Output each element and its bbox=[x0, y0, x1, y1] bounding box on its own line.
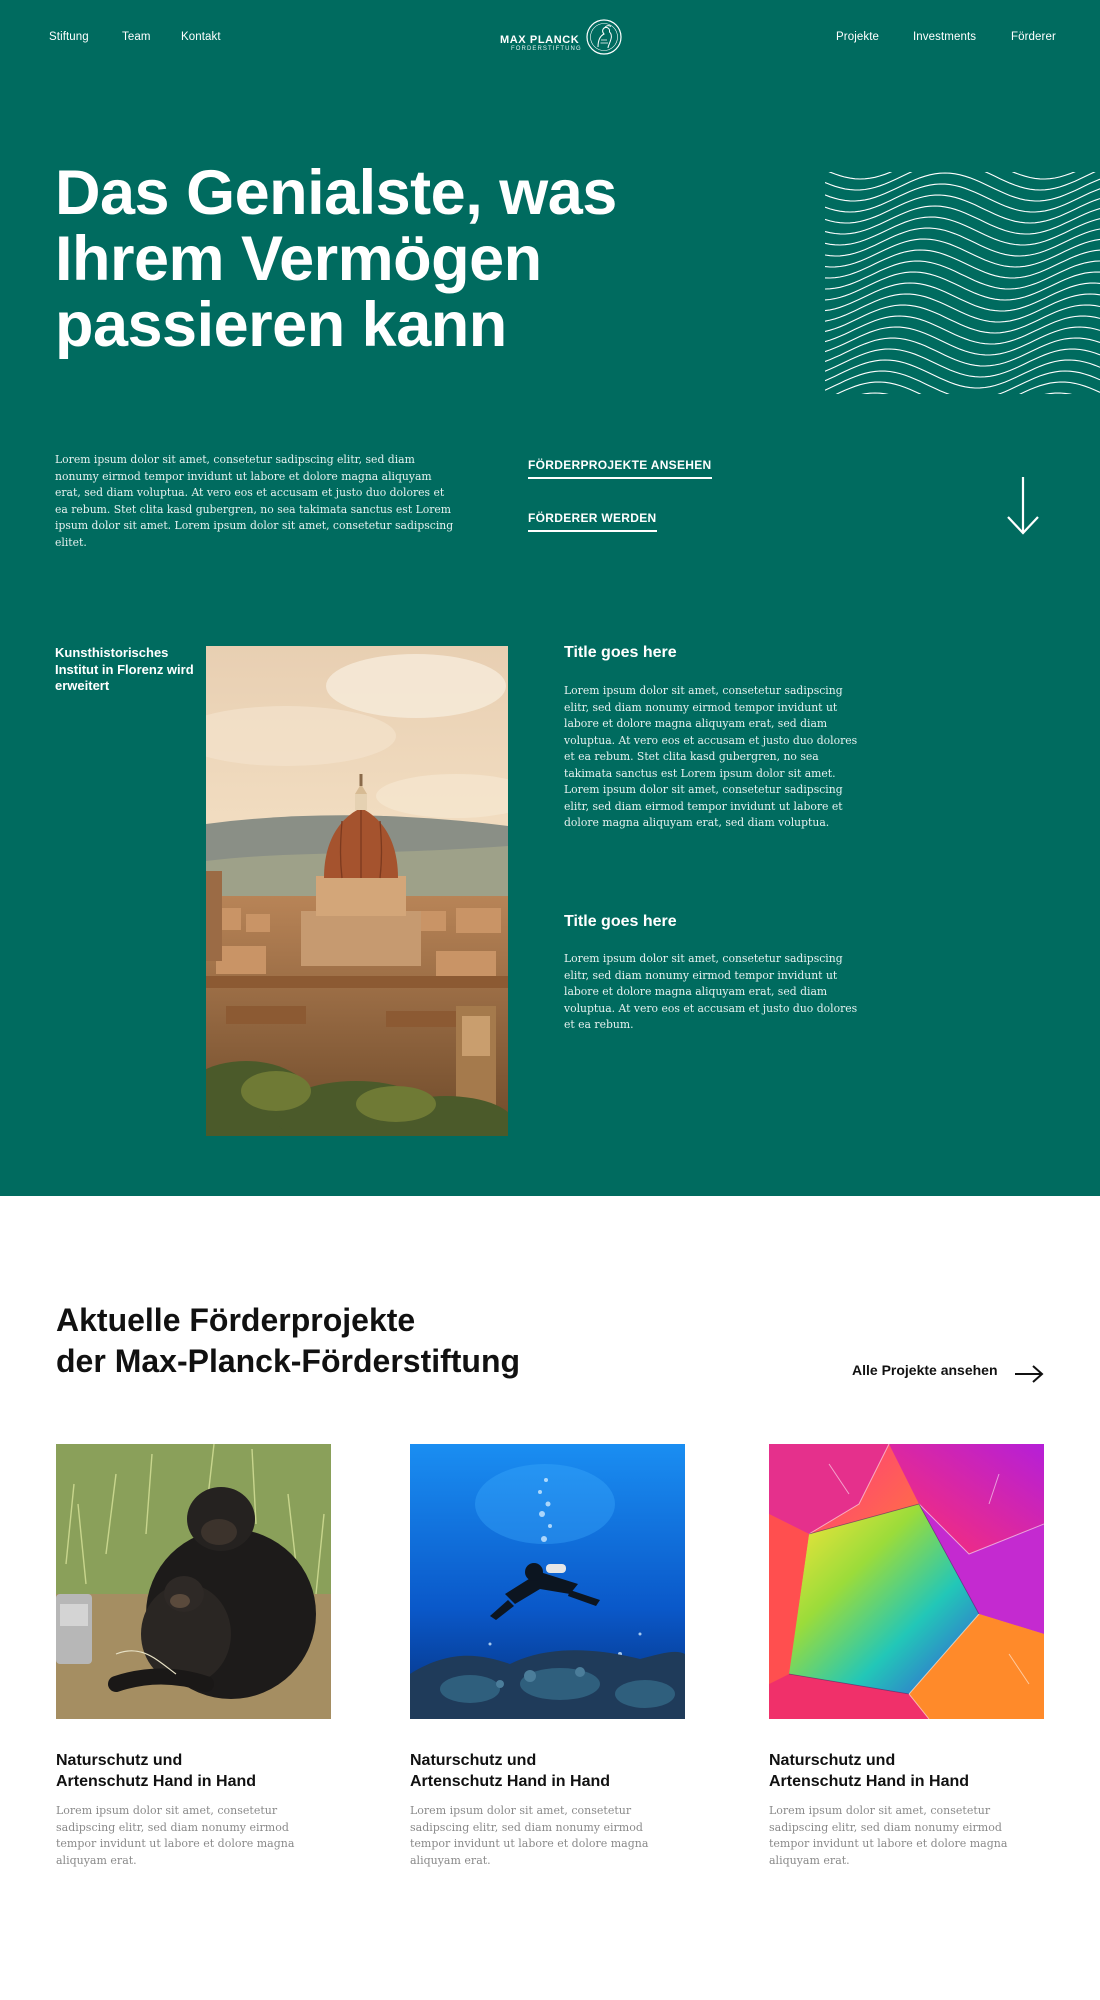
project-card-1-text: Lorem ipsum dolor sit amet, consetetur sadipscing elitr, sed diam nonumy eirmod tempor invidunt ut labore et dolore magna aliquyam erat. bbox=[56, 1804, 295, 1867]
project-card-3-text: Lorem ipsum dolor sit amet, consetetur sadipscing elitr, sed diam nonumy eirmod tempor invidunt ut labore et dolore magna aliquyam erat. bbox=[769, 1804, 1008, 1867]
article-1-text: Lorem ipsum dolor sit amet, consetetur sadipscing elitr, sed diam nonumy eirmod tempor invidunt ut labore et dolore magna aliquyam erat, sed diam voluptua. At vero eos et accusam et justo duo dolores et ea rebum. Stet clita kasd gubergren, no sea takimata sanctus est Lorem ipsum dolor sit amet. Lorem ipsum dolor sit amet, consetetur sadipscing elitr, sed diam eirmod tempor invidunt ut labore et dolore magna aliquyam erat, sed diam voluptua. bbox=[564, 684, 858, 829]
arrow-right-icon[interactable] bbox=[1014, 1364, 1044, 1384]
wave-line bbox=[825, 184, 1100, 212]
article-1-title: Title goes here bbox=[564, 644, 677, 661]
nav-link-projekte[interactable]: Projekte bbox=[836, 31, 879, 43]
nav-link-team[interactable]: Team bbox=[122, 31, 151, 43]
project-card-3-title[interactable] bbox=[769, 1750, 1044, 1792]
wave-pattern-icon bbox=[825, 172, 1100, 394]
wave-line bbox=[825, 228, 1100, 256]
project-card-2-title[interactable] bbox=[410, 1750, 685, 1792]
hero-title: Das Genialste, was Ihrem Vermögen passieren kann bbox=[55, 158, 617, 360]
cta-foerderprojekte-button[interactable]: FÖRDERPROJEKTE ANSEHEN bbox=[528, 458, 712, 479]
site-logo[interactable] bbox=[500, 18, 624, 58]
projects-title-line-2: der Max-Planck-Förderstiftung bbox=[56, 1343, 521, 1379]
logo-subline: FÖRDERSTIFTUNG bbox=[511, 46, 582, 52]
feature-caption: Kunsthistorisches Institut in Florenz wird erweitert bbox=[55, 645, 194, 693]
article-2-text: Lorem ipsum dolor sit amet, consetetur sadipscing elitr, sed diam nonumy eirmod tempor invidunt ut labore et dolore magna aliquyam erat, sed diam voluptua. At vero eos et accusam et justo duo dolores et ea rebum. bbox=[564, 952, 858, 1031]
nav-link-kontakt[interactable]: Kontakt bbox=[181, 31, 221, 43]
project-card-1-title-line-2: Artenschutz Hand in Hand bbox=[56, 1773, 257, 1790]
project-card-1-title-line-1: Naturschutz und bbox=[56, 1752, 183, 1769]
nav-link-investments[interactable]: Investments bbox=[913, 31, 977, 43]
wave-line bbox=[825, 217, 1100, 245]
nav-link-stiftung[interactable]: Stiftung bbox=[49, 31, 89, 43]
hero-intro-text: Lorem ipsum dolor sit amet, consetetur sadipscing elitr, sed diam nonumy eirmod tempor invidunt ut labore et dolore magna aliquyam erat, sed diam voluptua. At vero eos et accusam et justo duo dolores et ea rebum. Stet clita kasd gubergren, no sea takimata sanctus est Lorem ipsum dolor sit amet. Lorem ipsum dolor sit amet, consetetur sadipscing elitet. bbox=[55, 453, 454, 549]
arrow-down-icon[interactable] bbox=[1006, 476, 1040, 536]
project-card-image-crystal[interactable] bbox=[769, 1444, 1044, 1719]
article-2-title: Title goes here bbox=[564, 913, 677, 930]
wave-line bbox=[825, 393, 1100, 394]
projects-title-line-1: Aktuelle Förderprojekte bbox=[56, 1302, 416, 1338]
project-card-image-chimpanzees[interactable] bbox=[56, 1444, 331, 1719]
project-card-3-title-line-1: Naturschutz und bbox=[769, 1752, 896, 1769]
project-card-1-title[interactable] bbox=[56, 1750, 331, 1792]
project-card-3-title-line-2: Artenschutz Hand in Hand bbox=[769, 1773, 970, 1790]
nav-link-foerderer[interactable]: Förderer bbox=[1011, 31, 1056, 43]
all-projects-link[interactable]: Alle Projekte ansehen bbox=[852, 1362, 998, 1378]
wave-line bbox=[825, 382, 1100, 394]
wave-line bbox=[825, 294, 1100, 322]
project-card-2-title-line-2: Artenschutz Hand in Hand bbox=[410, 1773, 611, 1790]
project-card-2-title-line-1: Naturschutz und bbox=[410, 1752, 537, 1769]
cta-foerderer-werden-button[interactable]: FÖRDERER WERDEN bbox=[528, 511, 657, 532]
wave-line bbox=[825, 305, 1100, 333]
project-card-image-diver[interactable] bbox=[410, 1444, 685, 1719]
minerva-seal-icon bbox=[585, 18, 623, 56]
logo-name: MAX PLANCK bbox=[500, 34, 580, 46]
project-card-2-text: Lorem ipsum dolor sit amet, consetetur sadipscing elitr, sed diam nonumy eirmod tempor invidunt ut labore et dolore magna aliquyam erat. bbox=[410, 1804, 649, 1867]
wave-line bbox=[825, 261, 1100, 289]
projects-section-title bbox=[56, 1300, 656, 1382]
florence-cathedral-image bbox=[206, 646, 508, 1136]
wave-line bbox=[825, 338, 1100, 366]
